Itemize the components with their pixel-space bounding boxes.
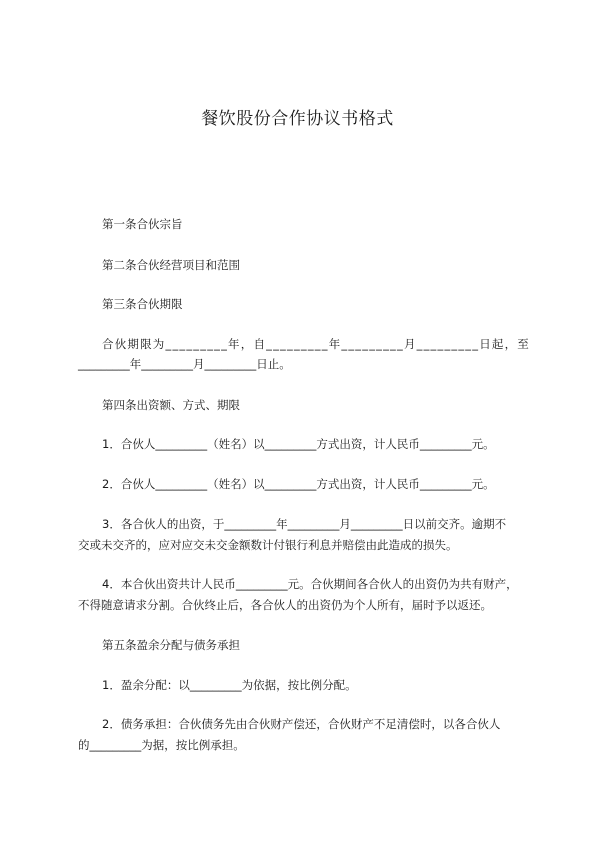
contribution-item-4-line-1: 4．本合伙出资共计人民币_________元。合伙期间各合伙人的出资仍为共有财产， bbox=[102, 577, 518, 591]
article-4-heading: 第四条出资额、方式、期限 bbox=[102, 398, 240, 412]
contribution-item-2: 2．合伙人_________（姓名）以_________方式出资，计人民币_________元。 bbox=[102, 477, 495, 491]
article-3-heading: 第三条合伙期限 bbox=[102, 297, 183, 311]
contribution-item-4-line-2: 不得随意请求分割。合伙终止后，各合伙人的出资仍为个人所有，届时予以返还。 bbox=[78, 598, 492, 612]
debt-item-line-2: 的_________为据，按比例承担。 bbox=[78, 738, 245, 752]
document-title: 餐饮股份合作协议书格式 bbox=[201, 109, 394, 129]
term-paragraph-line-1: 合伙期限为_________年，自_________年_________月_________日起，至 bbox=[102, 337, 530, 351]
contribution-item-1: 1．合伙人_________（姓名）以_________方式出资，计人民币_________元。 bbox=[102, 437, 495, 451]
profit-distribution-item: 1．盈余分配：以_________为依据，按比例分配。 bbox=[102, 678, 357, 692]
debt-item-line-1: 2．债务承担：合伙债务先由合伙财产偿还，合伙财产不足清偿时，以各合伙人 bbox=[102, 717, 501, 731]
term-paragraph-line-2: _________年_________月_________日止。 bbox=[78, 357, 291, 371]
contribution-item-3-line-2: 交或未交齐的，应对应交未交金额数计付银行利息并赔偿由此造成的损失。 bbox=[78, 538, 458, 552]
article-2-heading: 第二条合伙经营项目和范围 bbox=[102, 258, 240, 272]
article-5-heading: 第五条盈余分配与债务承担 bbox=[102, 638, 240, 652]
article-1-heading: 第一条合伙宗旨 bbox=[102, 217, 183, 231]
contribution-item-3-line-1: 3．各合伙人的出资，于_________年_________月_________日以前交齐。逾期不 bbox=[102, 517, 507, 531]
